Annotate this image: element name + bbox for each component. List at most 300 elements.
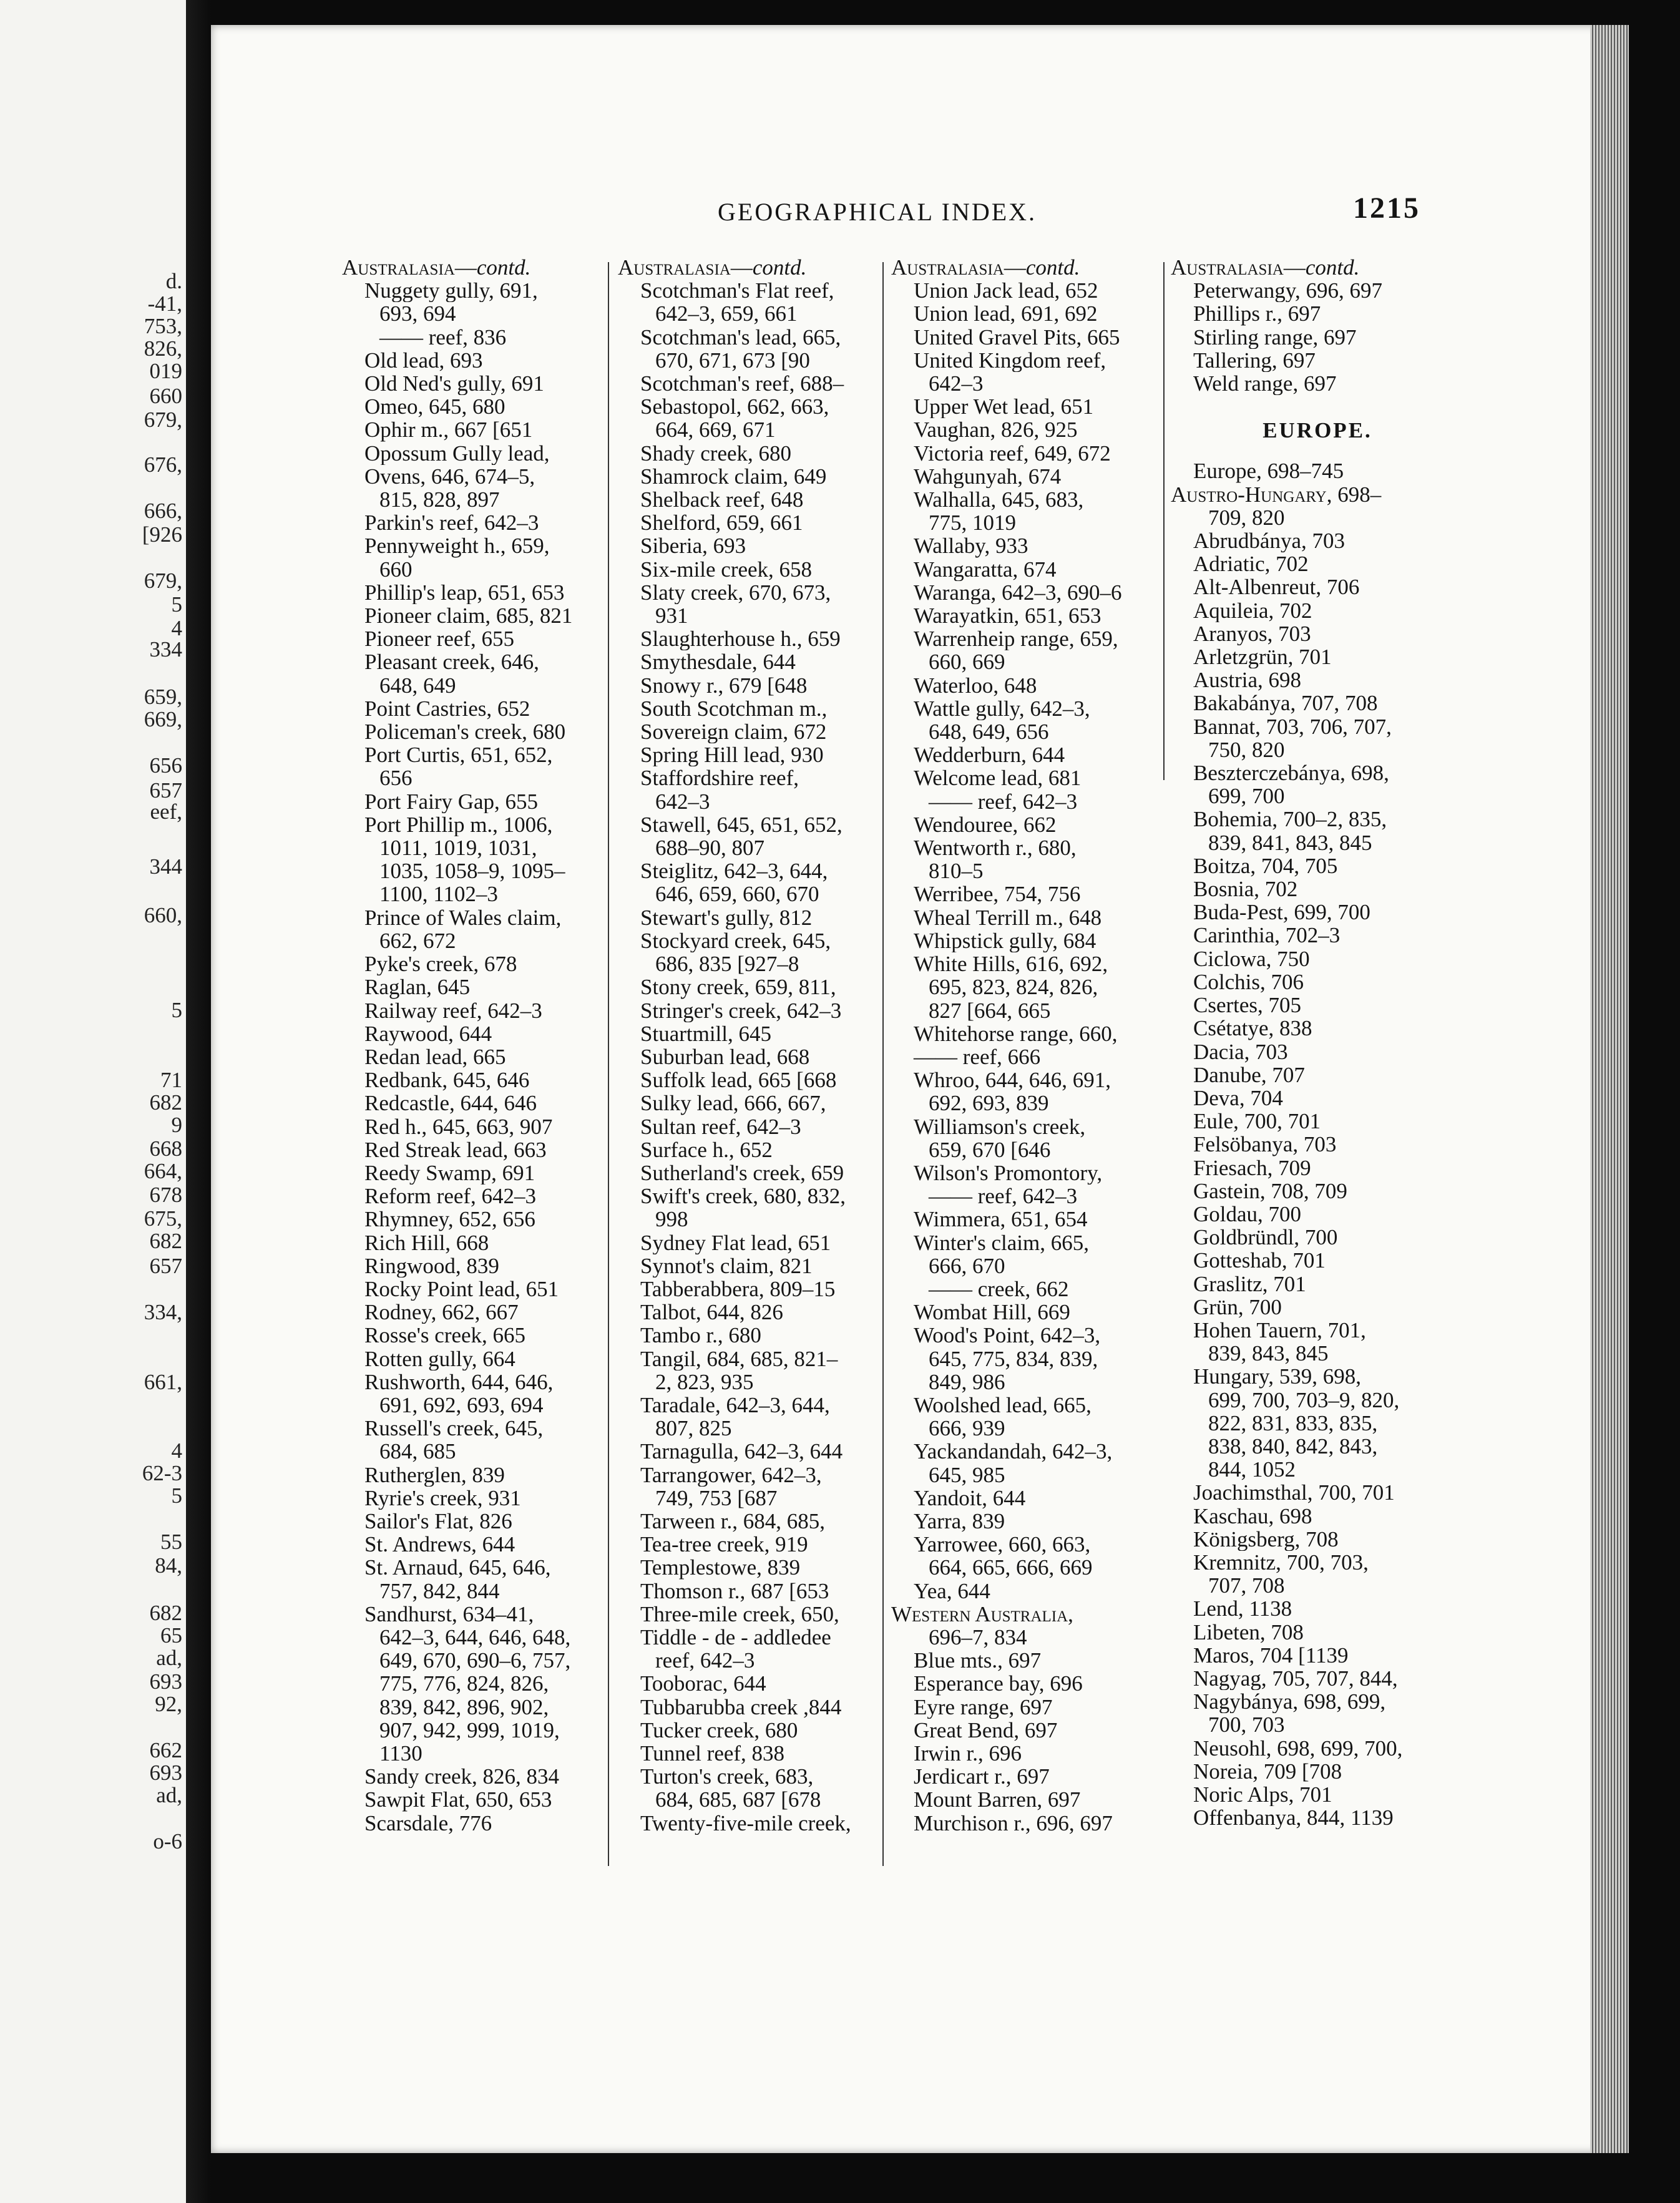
left-page-fragment: 682 [149,1601,182,1625]
index-entry: 699, 700, 703–9, 820, [1208,1388,1400,1412]
index-entry: Nagybánya, 698, 699, [1193,1690,1386,1714]
index-entry: Pioneer claim, 685, 821 [364,604,573,628]
index-entry: Whitehorse range, 660, [914,1022,1118,1045]
index-entry: Talbot, 644, 826 [640,1301,783,1324]
index-entry: 666, 670 [929,1254,1005,1277]
index-entry: Rutherglen, 839 [364,1463,505,1487]
index-entry: Joachimsthal, 700, 701 [1193,1481,1395,1505]
index-entry: Turton's creek, 683, [640,1765,814,1789]
index-entry: 827 [664, 665 [929,999,1051,1022]
left-page-fragment: 5 [171,998,182,1022]
index-entry: Waranga, 642–3, 690–6 [914,580,1122,605]
index-entry: Raywood, 644 [364,1022,492,1045]
index-entry: 695, 823, 824, 826, [929,975,1098,999]
index-entry: Synnot's claim, 821 [640,1254,813,1277]
column-divider [882,262,884,1866]
left-page-fragment: 55 [160,1530,182,1554]
left-page-fragment: ad, [156,1646,182,1670]
index-entry: 838, 840, 842, 843, [1208,1434,1378,1458]
index-entry: Templestowe, 839 [640,1556,801,1580]
index-entry: Redan lead, 665 [364,1045,506,1069]
left-page-fragment: 668 [149,1136,182,1161]
index-entry: Phillips r., 697 [1193,302,1321,326]
index-entry: Port Fairy Gap, 655 [364,789,539,813]
index-entry: Hungary, 539, 698, [1193,1365,1361,1389]
index-entry: 810–5 [929,859,984,883]
index-entry: Old lead, 693 [364,348,483,373]
index-entry: Bakabánya, 707, 708 [1193,691,1378,715]
index-entry: Offenbanya, 844, 1139 [1193,1806,1394,1830]
index-entry: Königsberg, 708 [1193,1527,1339,1551]
index-entry: Gotteshab, 701 [1193,1249,1326,1272]
index-entry: —— creek, 662 [929,1277,1069,1301]
index-entry: United Kingdom reef, [914,348,1106,373]
index-entry: Deva, 704 [1193,1086,1283,1110]
index-entry: Irwin r., 696 [914,1742,1022,1766]
index-entry: Hohen Tauern, 701, [1193,1318,1366,1342]
index-entry: Omeo, 645, 680 [364,395,505,419]
index-entry: 692, 693, 839 [929,1092,1049,1115]
index-entry: Yarrowee, 660, 663, [914,1533,1091,1556]
left-page-fragment: o-6 [153,1829,182,1854]
index-entry: Wallaby, 933 [914,534,1028,558]
index-entry: Stockyard creek, 645, [640,929,831,953]
index-entry: Wendouree, 662 [914,813,1057,837]
index-entry: 1130 [379,1742,422,1766]
index-entry: Warayatkin, 651, 653 [914,604,1101,628]
index-entry: Williamson's creek, [914,1115,1086,1138]
index-entry: 642–3, 644, 646, 648, [379,1625,571,1649]
index-entry: Wangaratta, 674 [914,557,1057,581]
index-entry: 648, 649 [379,673,456,697]
index-entry: Adriatic, 702 [1193,552,1309,576]
region-heading: Austro-Hungary, 698– [1171,482,1382,506]
left-page-fragment: 656 [149,753,182,778]
index-column-1 [342,256,604,2178]
index-entry: Noric Alps, 701 [1193,1783,1332,1807]
index-entry: Ringwood, 839 [364,1254,499,1277]
index-entry: Ophir m., 667 [651 [364,418,533,442]
left-page-fragment: 4 [171,1439,182,1463]
index-entry: Sutherland's creek, 659 [640,1161,844,1185]
index-entry: Jerdicart r., 697 [914,1765,1050,1789]
index-entry: Rushworth, 644, 646, [364,1370,554,1394]
column-divider [608,262,609,1866]
index-entry: Tangil, 684, 685, 821– [640,1347,838,1370]
column-heading: Australasia—contd. [891,255,1080,280]
left-page-fragment: [926 [142,522,182,547]
index-entry: Spring Hill lead, 930 [640,743,824,767]
left-page-fragment: 678 [149,1183,182,1207]
index-entry: Tunnel reef, 838 [640,1742,785,1766]
index-entry: Shelford, 659, 661 [640,511,803,535]
index-entry: 646, 659, 660, 670 [655,882,819,906]
index-entry: 649, 670, 690–6, 757, [379,1649,571,1673]
index-entry: 659, 670 [646 [929,1138,1051,1161]
index-entry: Woolshed lead, 665, [914,1393,1092,1417]
index-entry: Tooborac, 644 [640,1672,766,1696]
section-title-europe: EUROPE. [1262,418,1372,443]
index-entry: Pennyweight h., 659, [364,534,550,558]
index-entry: Libeten, 708 [1193,1620,1304,1644]
index-entry: Kaschau, 698 [1193,1504,1312,1528]
left-page-fragment: 657 [149,778,182,803]
index-entry: Sailor's Flat, 826 [364,1509,512,1533]
index-entry: Whipstick gully, 684 [914,929,1096,953]
index-entry: Shady creek, 680 [640,441,792,465]
index-entry: 686, 835 [927–8 [655,952,799,976]
index-entry: 709, 820 [1208,506,1285,530]
index-entry: United Gravel Pits, 665 [914,325,1120,349]
index-entry: Taradale, 642–3, 644, [640,1393,830,1417]
index-entry: 839, 843, 845 [1208,1342,1329,1365]
page-number: 1215 [1353,192,1420,225]
index-entry: Waterloo, 648 [914,673,1037,697]
index-entry: Tambo r., 680 [640,1324,761,1347]
index-entry: Surface h., 652 [640,1138,773,1161]
index-entry: St. Arnaud, 645, 646, [364,1556,551,1580]
index-entry: Wahgunyah, 674 [914,464,1062,489]
index-entry: 750, 820 [1208,738,1285,762]
index-entry: Reform reef, 642–3 [364,1185,537,1208]
index-entry: Nagyag, 705, 707, 844, [1193,1666,1398,1691]
index-entry: —— reef, 642–3 [929,789,1078,813]
index-entry: Rich Hill, 668 [364,1231,489,1254]
index-entry: Staffordshire reef, [640,766,799,790]
index-entry: Welcome lead, 681 [914,766,1082,790]
index-entry: Walhalla, 645, 683, [914,488,1084,512]
index-entry: Yarra, 839 [914,1509,1005,1533]
index-entry: Austria, 698 [1193,668,1302,692]
index-entry: —— reef, 642–3 [929,1185,1078,1208]
index-entry: Ryrie's creek, 931 [364,1486,521,1510]
index-entry: Gastein, 708, 709 [1193,1179,1347,1203]
left-page-fragment: 660, [144,903,182,927]
index-entry: Sandy creek, 826, 834 [364,1765,560,1789]
index-entry: 844, 1052 [1208,1458,1296,1482]
index-entry: Maros, 704 [1139 [1193,1643,1349,1667]
index-entry: Murchison r., 696, 697 [914,1811,1113,1835]
index-entry: Port Curtis, 651, 652, [364,743,553,767]
left-page-fragment: 669, [144,707,182,731]
index-entry: 998 [655,1208,688,1231]
index-entry: Three-mile creek, 650, [640,1602,839,1626]
index-entry: 749, 753 [687 [655,1486,778,1510]
index-entry: Parkin's reef, 642–3 [364,511,539,535]
index-entry: 699, 700 [1208,784,1285,808]
index-entry: Rocky Point lead, 651 [364,1277,559,1301]
index-entry: Sovereign claim, 672 [640,720,827,744]
index-entry: Upper Wet lead, 651 [914,395,1094,419]
index-entry: Arletzgrün, 701 [1193,645,1332,669]
index-entry: 696–7, 834 [929,1625,1027,1649]
left-page-fragment: 92, [155,1692,182,1716]
index-entry: Whroo, 644, 646, 691, [914,1068,1111,1092]
index-entry: Slaty creek, 670, 673, [640,580,831,605]
index-column-2 [618,256,879,2178]
index-entry: Redbank, 645, 646 [364,1068,530,1092]
index-entry: Europe, 698–745 [1193,459,1344,483]
left-page-fragment: 682 [149,1229,182,1253]
index-entry: Union Jack lead, 652 [914,279,1098,303]
left-page-fragment: ad, [156,1783,182,1807]
index-entry: Great Bend, 697 [914,1718,1058,1742]
index-entry: Wood's Point, 642–3, [914,1324,1101,1347]
index-entry: Phillip's leap, 651, 653 [364,580,565,605]
index-entry: 660, 669 [929,650,1005,674]
index-entry: Buda-Pest, 699, 700 [1193,901,1370,924]
left-page-fragment: 019 [149,359,182,383]
index-entry: Nuggety gully, 691, [364,279,538,303]
index-entry: —— reef, 666 [914,1045,1041,1069]
index-entry: Wedderburn, 644 [914,743,1065,767]
index-entry: Sawpit Flat, 650, 653 [364,1788,552,1812]
index-entry: Point Castries, 652 [364,696,530,721]
index-entry: 660 [379,557,413,581]
index-entry: 645, 985 [929,1463,1005,1487]
left-page-fragment: 84, [155,1553,182,1578]
index-entry: Alt-Albenreut, 706 [1193,575,1360,599]
index-entry: Wimmera, 651, 654 [914,1208,1088,1231]
index-entry: White Hills, 616, 692, [914,952,1108,976]
index-entry: 642–3, 659, 661 [655,302,798,326]
index-entry: Esperance bay, 696 [914,1672,1083,1696]
index-entry: Aranyos, 703 [1193,622,1311,646]
index-entry: 1100, 1102–3 [379,882,498,906]
index-entry: Blue mts., 697 [914,1649,1042,1673]
left-page-fragment: 5 [171,1483,182,1508]
left-page-fragment: 693 [149,1761,182,1785]
index-entry: 839, 842, 896, 902, [379,1695,549,1719]
index-entry: Rodney, 662, 667 [364,1301,519,1324]
left-page-edge [0,0,190,2203]
index-entry: Tubbarubba creek ,844 [640,1695,842,1719]
left-page-fragment: 344 [149,854,182,879]
index-entry: Dacia, 703 [1193,1040,1288,1063]
index-entry: 684, 685, 687 [678 [655,1788,821,1812]
index-entry: Graslitz, 701 [1193,1272,1306,1296]
index-column-3 [891,256,1161,2178]
index-entry: 645, 775, 834, 839, [929,1347,1098,1370]
left-page-fragment: 679, [144,408,182,432]
index-entry: 642–3 [655,789,710,813]
index-entry: Scotchman's Flat reef, [640,279,834,303]
index-entry: 688–90, 807 [655,836,764,860]
index-entry: Stringer's creek, 642–3 [640,999,842,1022]
index-entry: 666, 939 [929,1417,1005,1440]
region-heading: Western Australia, [891,1602,1073,1626]
index-entry: Reedy Swamp, 691 [364,1161,535,1185]
page-edges [1590,25,1629,2153]
left-page-fragment: 675, [144,1206,182,1231]
index-entry: Peterwangy, 696, 697 [1193,279,1382,303]
index-entry: Friesach, 709 [1193,1156,1311,1180]
index-entry: Felsöbanya, 703 [1193,1133,1337,1156]
index-entry: Goldbründl, 700 [1193,1226,1338,1249]
column-heading: Australasia—contd. [342,255,531,280]
index-entry: Stewart's gully, 812 [640,906,813,929]
index-entry: Eyre range, 697 [914,1695,1053,1719]
index-entry: Suburban lead, 668 [640,1045,810,1069]
index-entry: Kremnitz, 700, 703, [1193,1550,1369,1575]
index-entry: 691, 692, 693, 694 [379,1393,544,1417]
left-page-fragment: 71 [160,1068,182,1092]
index-entry: Redcastle, 644, 646 [364,1092,537,1115]
index-entry: Wilson's Promontory, [914,1161,1103,1185]
left-page-fragment: 661, [144,1370,182,1394]
index-entry: 664, 669, 671 [655,418,776,442]
index-entry: Raglan, 645 [364,975,471,999]
index-entry: 648, 649, 656 [929,720,1049,744]
column-heading: Australasia—contd. [618,255,807,280]
index-entry: Siberia, 693 [640,534,746,558]
column-heading: Australasia—contd. [1171,255,1360,280]
index-entry: 775, 776, 824, 826, [379,1672,549,1696]
index-entry: reef, 642–3 [655,1649,755,1673]
index-entry: Werribee, 754, 756 [914,882,1081,906]
index-entry: Yackandandah, 642–3, [914,1440,1113,1463]
index-entry: Csétatye, 838 [1193,1017,1312,1040]
index-entry: Warrenheip range, 659, [914,627,1118,651]
index-entry: Rhymney, 652, 656 [364,1208,535,1231]
index-entry: 707, 708 [1208,1574,1285,1598]
left-page-fragment: 753, [144,314,182,338]
index-entry: Sydney Flat lead, 651 [640,1231,831,1254]
index-entry: 1035, 1058–9, 1095– [379,859,565,883]
index-entry: Stawell, 645, 651, 652, [640,813,842,837]
index-entry: 849, 986 [929,1370,1005,1394]
index-entry: Bosnia, 702 [1193,877,1298,901]
index-entry: 807, 825 [655,1417,732,1440]
index-entry: Shelback reef, 648 [640,488,804,512]
left-page-fragment: 657 [149,1254,182,1278]
index-column-4 [1171,256,1439,2178]
left-page-fragment: 682 [149,1090,182,1115]
index-entry: Ovens, 646, 674–5, [364,464,535,489]
index-entry: Scotchman's lead, 665, [640,325,841,349]
index-entry: —— reef, 836 [379,325,507,349]
index-entry: Twenty-five-mile creek, [640,1811,851,1835]
index-entry: 662, 672 [379,929,456,953]
index-entry: Stuartmill, 645 [640,1022,771,1045]
index-entry: Suffolk lead, 665 [668 [640,1068,837,1092]
index-entry: Victoria reef, 649, 672 [914,441,1111,465]
index-entry: Opossum Gully lead, [364,441,550,465]
left-page-fragment: 62-3 [142,1461,182,1485]
index-entry: Tucker creek, 680 [640,1718,798,1742]
index-entry: Sulky lead, 666, 667, [640,1092,826,1115]
left-page-fragment: 679, [144,569,182,593]
index-entry: Yea, 644 [914,1579,990,1603]
column-divider [1163,262,1165,780]
index-entry: Csertes, 705 [1193,994,1302,1017]
index-entry: Old Ned's gully, 691 [364,372,544,396]
index-entry: Beszterczebánya, 698, [1193,761,1389,785]
left-page-fragment: 660 [149,384,182,408]
index-entry: Sultan reef, 642–3 [640,1115,801,1138]
index-entry: Rosse's creek, 665 [364,1324,526,1347]
index-entry: Weld range, 697 [1193,372,1337,396]
index-entry: Tarween r., 684, 685, [640,1509,825,1533]
index-entry: Policeman's creek, 680 [364,720,566,744]
index-entry: Port Phillip m., 1006, [364,813,553,837]
index-entry: 684, 685 [379,1440,456,1463]
index-entry: Stirling range, 697 [1193,325,1357,349]
index-entry: Scotchman's reef, 688– [640,372,844,396]
left-page-fragment: -41, [147,291,182,316]
index-entry: 822, 831, 833, 835, [1208,1411,1378,1435]
index-entry: 907, 942, 999, 1019, [379,1718,560,1742]
index-entry: Steiglitz, 642–3, 644, [640,859,828,883]
left-page-fragment: 9 [171,1113,182,1137]
index-entry: Mount Barren, 697 [914,1788,1081,1812]
index-entry: Railway reef, 642–3 [364,999,542,1022]
index-entry: Goldau, 700 [1193,1202,1302,1226]
index-entry: Wattle gully, 642–3, [914,696,1090,721]
index-entry: Tea-tree creek, 919 [640,1533,808,1556]
index-entry: 1011, 1019, 1031, [379,836,537,860]
index-entry: Tarrangower, 642–3, [640,1463,822,1487]
index-entry: Pleasant creek, 646, [364,650,539,674]
index-entry: 815, 828, 897 [379,488,500,512]
index-entry: Tarnagulla, 642–3, 644 [640,1440,843,1463]
index-entry: Ciclowa, 750 [1193,947,1310,970]
index-entry: Sebastopol, 662, 663, [640,395,829,419]
index-entry: Red h., 645, 663, 907 [364,1115,553,1138]
index-entry: Prince of Wales claim, [364,906,562,929]
index-entry: Pioneer reef, 655 [364,627,515,651]
index-entry: 839, 841, 843, 845 [1208,831,1372,854]
index-entry: Neusohl, 698, 699, 700, [1193,1736,1403,1760]
index-entry: Scarsdale, 776 [364,1811,492,1835]
index-entry: Winter's claim, 665, [914,1231,1089,1254]
left-page-fragment: 676, [144,452,182,477]
left-page-fragment: 5 [171,592,182,617]
index-entry: Tallering, 697 [1193,348,1316,373]
index-entry: Lend, 1138 [1193,1597,1292,1621]
index-entry: Smythesdale, 644 [640,650,796,674]
left-page-fragment: eef, [150,799,182,824]
left-page-fragment: 659, [144,685,182,709]
index-entry: Pyke's creek, 678 [364,952,517,976]
index-entry: Yandoit, 644 [914,1486,1026,1510]
index-entry: St. Andrews, 644 [364,1533,515,1556]
index-entry: Eule, 700, 701 [1193,1110,1321,1133]
book-gutter [186,0,211,2203]
index-entry: Tiddle - de - addledee [640,1625,831,1649]
left-page-fragment: d. [165,269,182,293]
index-entry: 2, 823, 935 [655,1370,754,1394]
index-entry: 700, 703 [1208,1713,1285,1737]
index-entry: Swift's creek, 680, 832, [640,1185,846,1208]
left-page-fragment: 666, [144,499,182,523]
index-entry: Sandhurst, 634–41, [364,1602,534,1626]
index-entry: Grün, 700 [1193,1295,1282,1319]
index-entry: 931 [655,604,688,628]
index-entry: Tabberabbera, 809–15 [640,1277,836,1301]
left-page-fragment: 662 [149,1738,182,1762]
index-entry: 656 [379,766,413,790]
index-entry: Union lead, 691, 692 [914,302,1098,326]
left-page-fragment: 334 [149,637,182,662]
index-entry: Wheal Terrill m., 648 [914,906,1102,929]
left-page-fragment: 334, [144,1300,182,1324]
left-page-fragment: 664, [144,1159,182,1183]
index-entry: Slaughterhouse h., 659 [640,627,841,651]
index-entry: Red Streak lead, 663 [364,1138,547,1161]
index-entry: Aquileia, 702 [1193,598,1312,622]
index-entry: Vaughan, 826, 925 [914,418,1078,442]
